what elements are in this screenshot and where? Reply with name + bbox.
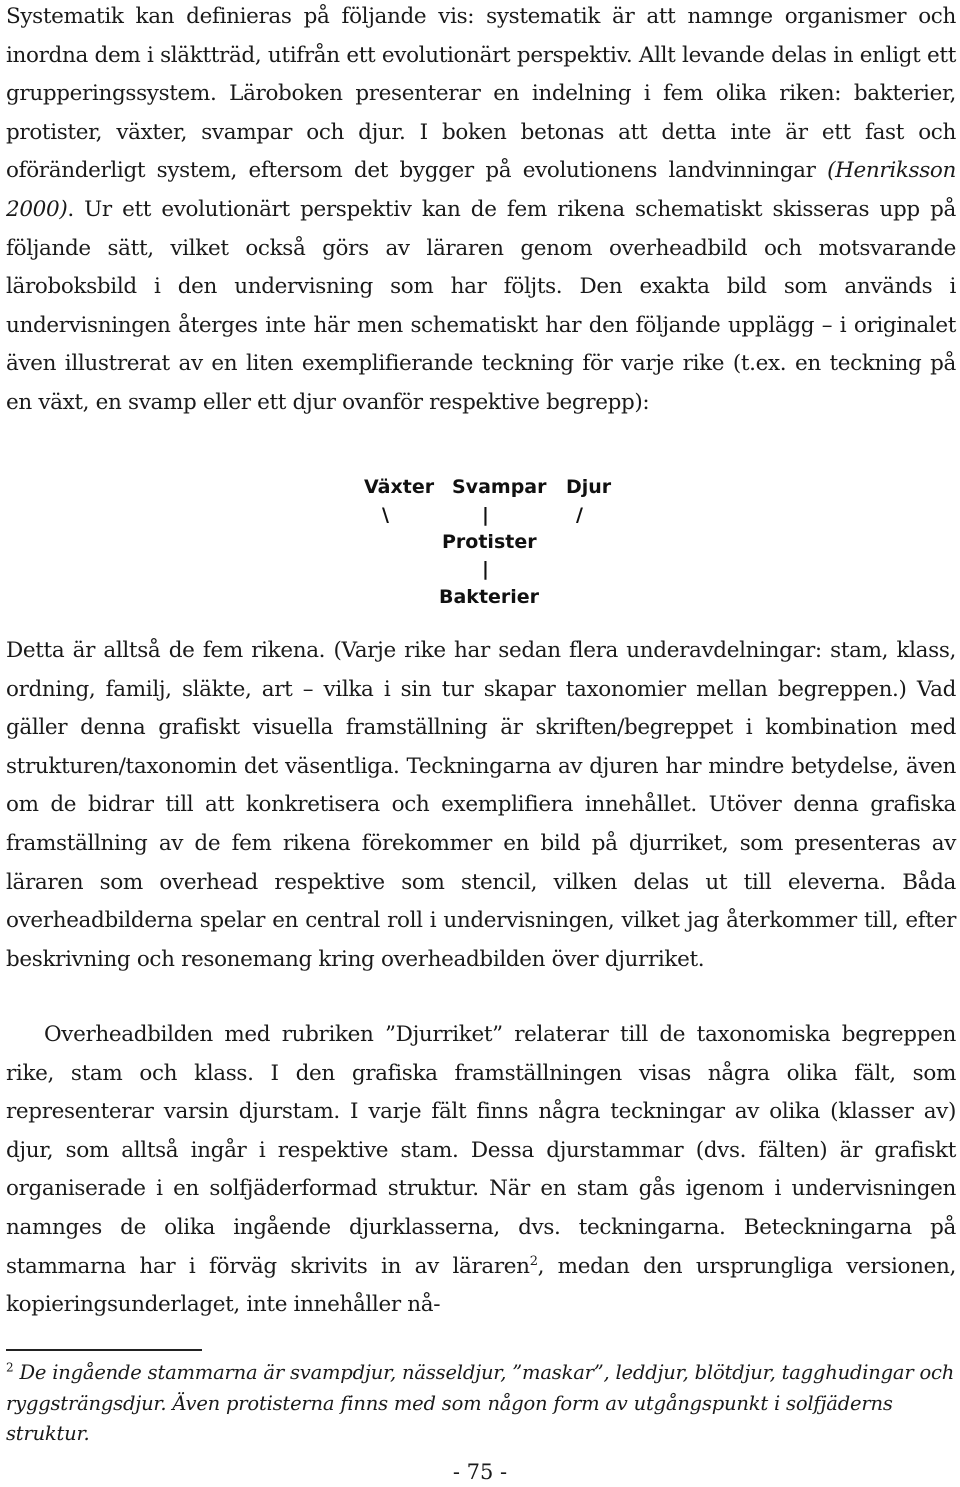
paragraph-text: Systematik kan definieras på följande vis: systematik är att namnge organismer och inordna dem i släktträd, utifrån ett evolutionärt perspektiv. Allt levande delas in enligt ett grupperingssystem. Läroboken presenterar en indelning i fem olika riken: bakterier, protister, växter, svampar och djur. I boken betonas att detta inte är ett fast och oföränderligt system, eftersom det bygger på evolutionens landvinningar (6, 4, 956, 184)
footnote-text: De ingående stammarna är svampdjur, nässeldjur, ”maskar”, leddjur, blötdjur, tagghudingar och ryggsträngsdjur. Även protisterna finns med som någon form av utgångspunkt i solfjäderns struktur. (6, 1361, 955, 1445)
paragraph-text: . Ur ett evolutionärt perspektiv kan de fem rikena schematiskt skisseras upp på följande sätt, vilket också görs av läraren genom overheadbild och motsvarande läroboksbild i den undervisning som har följts. Den exakta bild som används i undervisningen återges inte här men schematiskt har den följande upplägg – i originalet även illustrerat av en liten exemplifierande teckning för varje rike (t.ex. en teckning på en växt, en svamp eller ett djur ovanför respektive begrepp): (6, 196, 956, 415)
kingdom-label-svampar: Svampar (452, 476, 547, 498)
connector-vertical-lower: | (482, 558, 489, 580)
paragraph-text: Overheadbilden med rubriken ”Djurriket” relaterar till de taxonomiska begreppen rike, stam och klass. I den grafiska framställningen visas några olika fält, som representerar varsin djurstam. I varje fält finns några teckningar av olika (klasser av) djur, som alltså ingår i respektive stam. Dessa djurstammar (dvs. fälten) är grafiskt organiserade i en solfjäderformad struktur. När en stam gås igenom i undervisningen namnges de olika ingående djurklasserna, dvs. teckningarna. Beteckningarna på stammarna har i förväg skrivits in av läraren (6, 1022, 956, 1279)
connector-backslash: \ (382, 504, 389, 526)
footnote-separator (6, 1349, 202, 1351)
paragraph-fem-rikena: Detta är alltså de fem rikena. (Varje rike har sedan flera underavdelningar: stam, klass, ordning, familj, släkte, art – vilka i sin tur skapar taxonomier mellan begreppen.) Vad gäller denna grafiskt visuella framställning är skriften/begreppet i kombination med strukturen/taxonomin det väsentliga. Teckningarna av djuren har mindre betydelse, även om de bidrar till att konkretisera och exemplifiera innehållet. Utöver denna grafiska framställning av de fem rikena förekommer en bild på djurriket, som presenteras av läraren som overhead respektive som stencil, vilken delas ut till eleverna. Båda overheadbilderna spelar en central roll i undervisningen, vilket jag återkommer till, efter beskrivning och resonemang kring overheadbilden över djurriket. (6, 638, 956, 972)
connector-vertical: | (482, 504, 489, 526)
kingdom-label-djur: Djur (566, 476, 612, 498)
paragraph-systematik (6, 0, 956, 423)
paragraph-text: , medan den ursprungliga versionen, kopieringsunderlaget, inte innehåller nå- (6, 1253, 956, 1318)
kingdom-label-vaxter: Växter (364, 476, 435, 498)
footnote-reference[interactable]: 2 (529, 1253, 538, 1269)
page-number: - 75 - (452, 1460, 508, 1484)
citation: (Henriksson 2000) (6, 158, 956, 222)
kingdom-label-protister: Protister (442, 531, 537, 553)
kingdom-label-bakterier: Bakterier (439, 586, 540, 608)
connector-slash: / (576, 504, 583, 526)
footnote (6, 1358, 956, 1450)
footnote-number: 2 (6, 1360, 14, 1375)
paragraph-djurriket (6, 1016, 956, 1325)
